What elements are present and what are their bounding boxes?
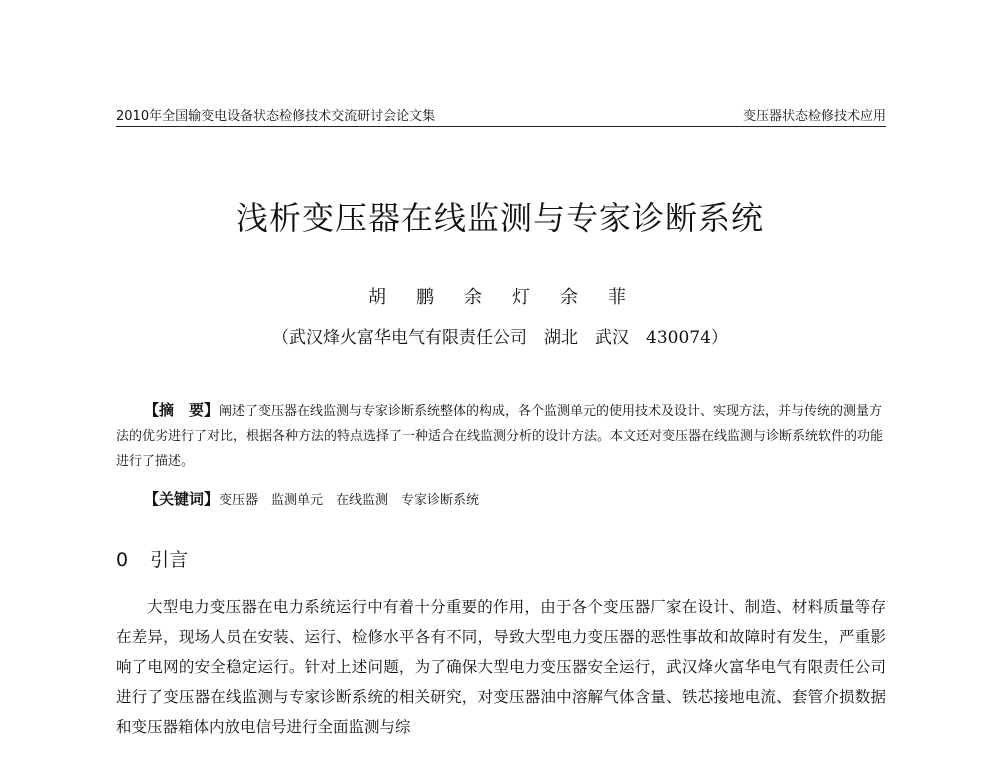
section-title: 引言	[150, 549, 189, 571]
affiliation: （武汉烽火富华电气有限责任公司 湖北 武汉 430074）	[272, 328, 728, 348]
abstract-label: 【摘 要】	[144, 401, 220, 419]
header-proceedings-title: 2010年全国输变电设备状态检修技术交流研讨会论文集	[116, 109, 436, 124]
header-section-title: 变压器状态检修技术应用	[742, 109, 886, 124]
paper-title: 浅析变压器在线监测与专家诊断系统	[235, 199, 764, 237]
body-paragraph: 大型电力变压器在电力系统运行中有着十分重要的作用，由于各个变压器厂家在设计、制造、材料质量等存在差异，现场人员在安装、运行、检修水平各有不同，导致大型电力变压器的恶性事故和故障时有发生，严重影响了电网的安全稳定运行。针对上述问题，为了确保大型电力变压器安全运行，武汉烽火富华电气有限责任公司进行了变压器在线监测与专家诊断系统的相关研究，对变压器油中溶解气体含量、铁芯接地电流、套管介损数据和变压器箱体内放电信号进行全面监测与综	[116, 598, 886, 736]
keywords-label: 【关键词】	[144, 490, 220, 508]
abstract-text: 阐述了变压器在线监测与专家诊断系统整体的构成，各个监测单元的使用技术及设计、实现方法，并与传统的测量方法的优劣进行了对比，根据各种方法的特点选择了一种适合在线监测分析的设计方法。本文还对变压器在线监测与诊断系统软件的功能进行了描述。	[116, 404, 884, 469]
authors: 胡 鹏 余 灯 余 菲	[368, 287, 632, 308]
section-number: 0	[116, 549, 129, 571]
abstract	[116, 398, 886, 474]
keywords	[116, 487, 886, 513]
keywords-text: 变压器 监测单元 在线监测 专家诊断系统	[219, 493, 480, 508]
section-heading	[116, 545, 188, 572]
running-header	[116, 103, 886, 127]
